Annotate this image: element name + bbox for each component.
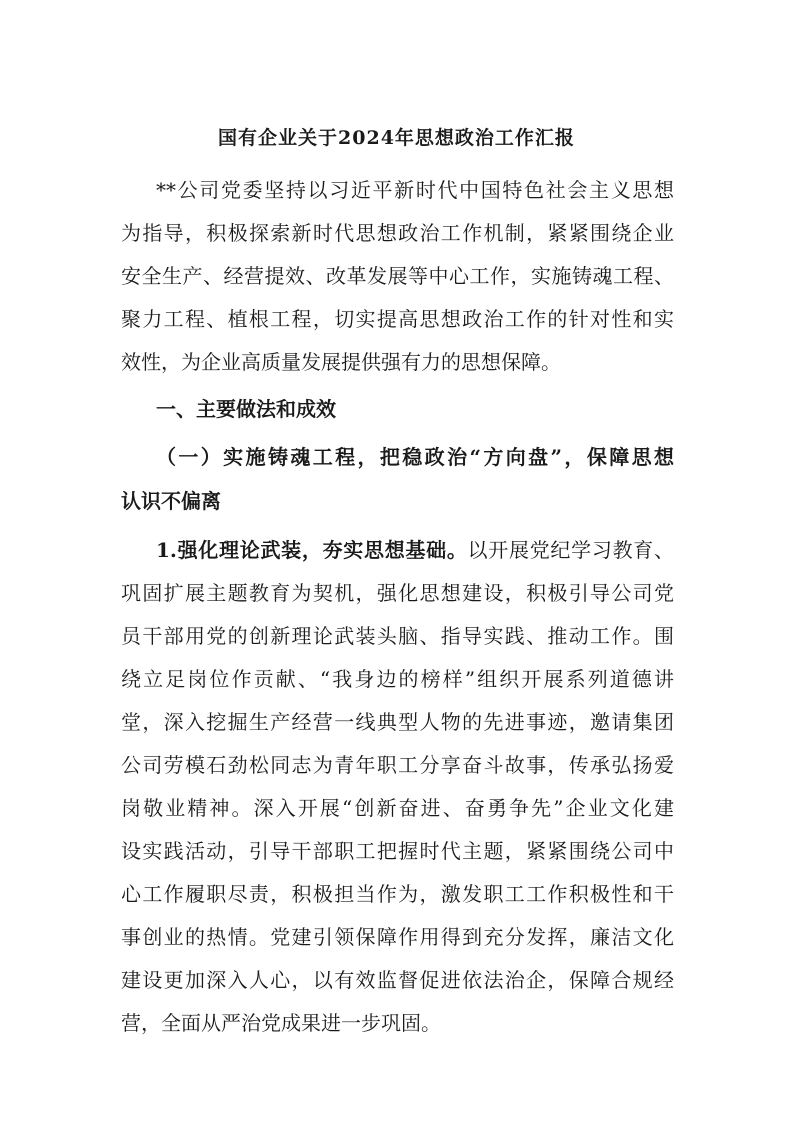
section-heading: 一、主要做法和成效 [156, 397, 336, 421]
point-first-line [156, 536, 674, 564]
document-title: 国有企业关于2024年思想政治工作汇报 [218, 127, 575, 149]
subsection-heading-line: （一）实施铸魂工程，把稳政治“方向盘”，保障思想 [156, 445, 674, 469]
intro-line: 聚力工程、植根工程，切实提高思想政治工作的针对性和实 [121, 307, 674, 331]
point-lead: 1.强化理论武装，夯实思想基础。 [156, 538, 468, 562]
subsection-heading-line: 认识不偏离 [121, 489, 221, 513]
intro-line: 安全生产、经营提效、改革发展等中心工作，实施铸魂工程、 [121, 264, 674, 288]
point-first-line-rest: 以开展党纪学习教育、 [467, 538, 674, 562]
body-line: 营，全面从严治党成果进一步巩固。 [121, 1011, 441, 1035]
body-line: 巩固扩展主题教育为契机，强化思想建设，积极引导公司党 [121, 581, 674, 605]
body-line: 员干部用党的创新理论武装头脑、指导实践、推动工作。围 [121, 624, 674, 648]
body-line: 公司劳模石劲松同志为青年职工分享奋斗故事，传承弘扬爱 [121, 753, 674, 777]
body-line: 设实践活动，引导干部职工把握时代主题，紧紧围绕公司中 [121, 839, 674, 863]
intro-line: 为指导，积极探索新时代思想政治工作机制，紧紧围绕企业 [121, 221, 674, 245]
body-line: 绕立足岗位作贡献、“我身边的榜样”组织开展系列道德讲 [121, 667, 674, 691]
body-line: 事创业的热情。党建引领保障作用得到充分发挥，廉洁文化 [121, 925, 674, 949]
intro-line: 效性，为企业高质量发展提供强有力的思想保障。 [121, 350, 561, 374]
body-line: 堂，深入挖掘生产经营一线典型人物的先进事迹，邀请集团 [121, 710, 674, 734]
body-line: 建设更加深入人心，以有效监督促进依法治企，保障合规经 [121, 968, 674, 992]
body-line: 岗敬业精神。深入开展“创新奋进、奋勇争先”企业文化建 [121, 796, 674, 820]
body-line: 心工作履职尽责，积极担当作为，激发职工工作积极性和干 [121, 882, 674, 906]
intro-line: **公司党委坚持以习近平新时代中国特色社会主义思想 [156, 178, 674, 202]
